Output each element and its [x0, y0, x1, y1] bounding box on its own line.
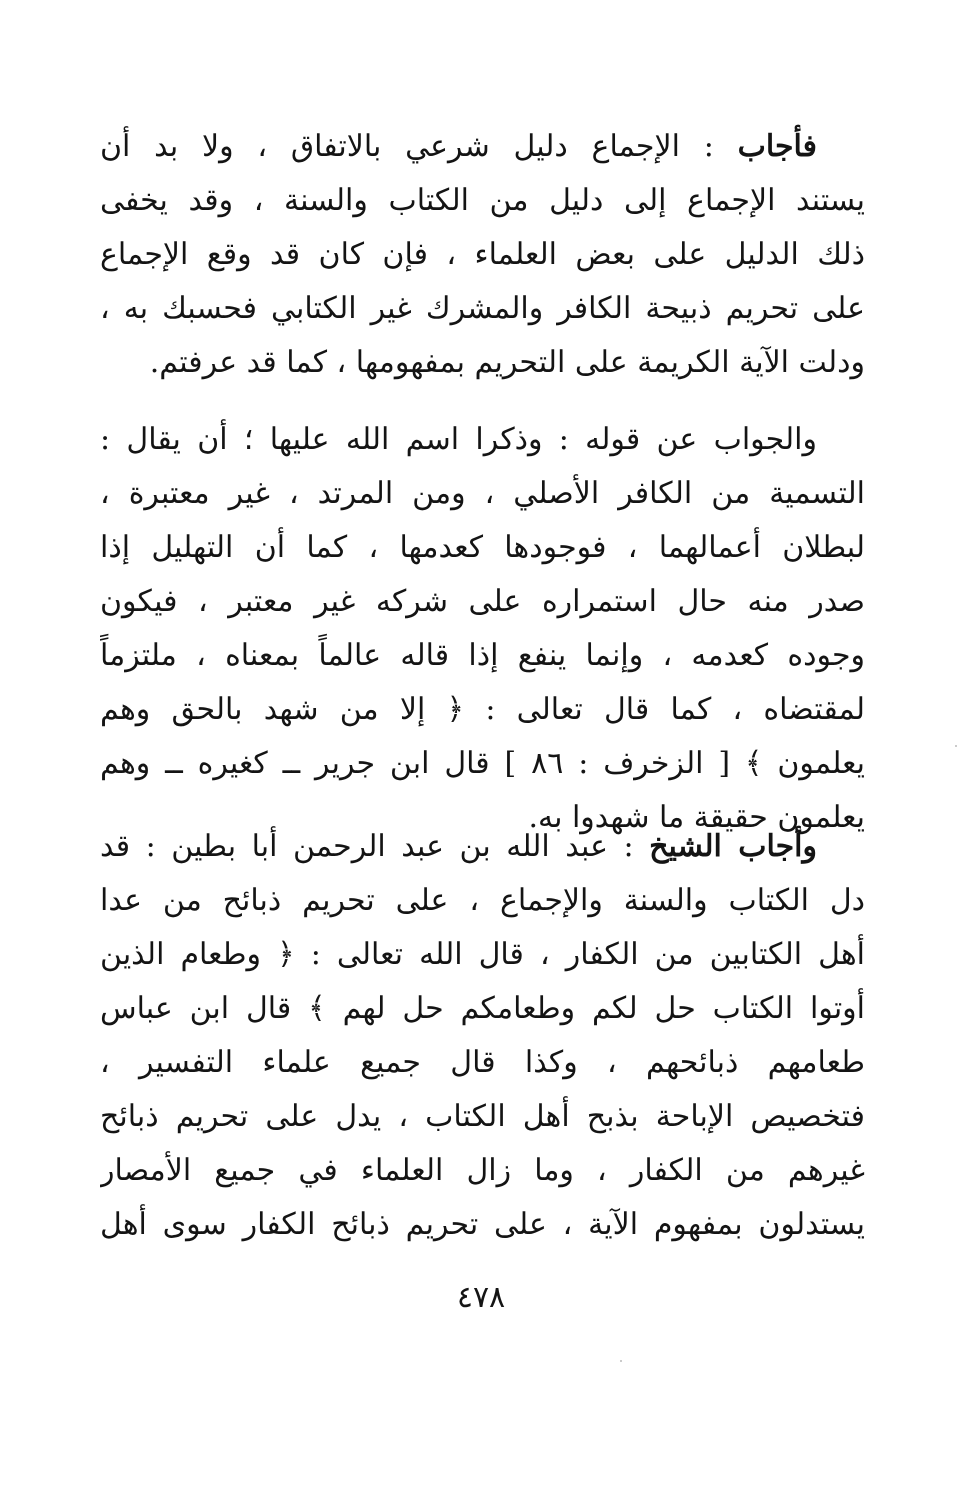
- page-number: ٤٧٨: [456, 1280, 506, 1315]
- lead-word: فأجاب: [737, 129, 817, 164]
- text-line: دل الكتاب والسنة والإجماع ، على تحريم ذبائح من عدا: [100, 883, 865, 918]
- text-line: لبطلان أعمالهما ، فوجودها كعدمها ، كما أن التهليل إذا: [100, 530, 865, 565]
- text-line: يستند الإجماع إلى دليل من الكتاب والسنة ، وقد يخفى: [100, 183, 865, 218]
- scan-speck: [620, 1360, 622, 1362]
- paragraph-1: [100, 120, 865, 390]
- text-line: ودلت الآية الكريمة على التحريم بمفهومها ، كما قد عرفتم.: [149, 345, 865, 380]
- text-line: لمقتضاه ، كما قال تعالى : ﴿ إلا من شهد بالحق وهم: [100, 692, 865, 727]
- text-line: أهل الكتابين من الكفار ، قال الله تعالى : ﴿ وطعام الذين: [100, 937, 865, 972]
- text-line: على تحريم ذبيحة الكافر والمشرك غير الكتابي فحسبك به ،: [100, 291, 865, 326]
- text-line: صدر منه حال استمراره على شركه غير معتبر ، فيكون: [100, 584, 865, 619]
- text-line: غيرهم من الكفار ، وما زال العلماء في جميع الأمصار: [100, 1153, 865, 1188]
- text-line: طعامهم ذبائحهم ، وكذا قال جميع علماء التفسير ،: [100, 1045, 865, 1080]
- lead-word: وأجاب الشيخ: [649, 829, 818, 864]
- paragraph-2: [100, 413, 865, 845]
- text-line: والجواب عن قوله : وذكرا اسم الله عليها ؛ أن يقال :: [100, 422, 817, 457]
- scan-speck: [955, 745, 957, 747]
- text-line: أوتوا الكتاب حل لكم وطعامكم حل لهم ﴾ قال ابن عباس: [100, 991, 865, 1026]
- text-line: وجوده كعدمه ، وإنما ينفع إذا قاله عالماً بمعناه ، ملتزماً: [100, 638, 865, 673]
- text-line: فأجاب : الإجماع دليل شرعي بالاتفاق ، ولا بد أن: [100, 129, 817, 164]
- text-line: ذلك الدليل على بعض العلماء ، فإن كان قد وقع الإجماع: [100, 237, 865, 272]
- text-line: يعلمون ﴾ [ الزخرف : ٨٦ ] قال ابن جرير ــ كغيره ــ وهم: [100, 746, 865, 781]
- paragraph-3: [100, 820, 865, 1252]
- text-line: فتخصيص الإباحة بذبح أهل الكتاب ، يدل على تحريم ذبائح: [100, 1099, 865, 1134]
- text-line: يستدلون بمفهوم الآية ، على تحريم ذبائح الكفار سوى أهل: [100, 1207, 865, 1242]
- text-line: يعلمون حقيقة ما شهدوا به.: [528, 800, 865, 835]
- text-line: وأجاب الشيخ : عبد الله بن عبد الرحمن أبا بطين : قد: [100, 829, 818, 864]
- text-line: التسمية من الكافر الأصلي ، ومن المرتد ، غير معتبرة ،: [100, 476, 865, 511]
